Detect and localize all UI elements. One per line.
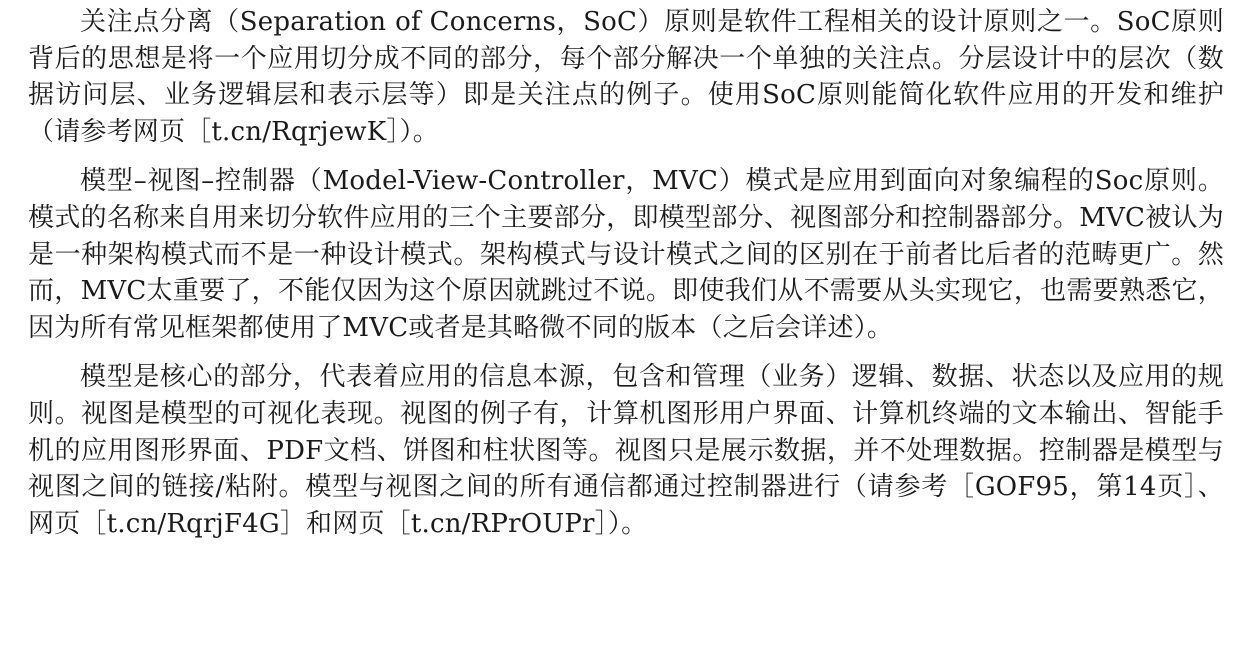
paragraph-soc: 关注点分离（Separation of Concerns，SoC）原则是软件工程相关的设计原则之一。SoC原则背后的思想是将一个应用切分成不同的部分，每个部分解决一个单独的关注点。分层设计中的层次（数据访问层、业务逻辑层和表示层等）即是关注点的例子。使用SoC原则能简化软件应用的开发和维护（请参考网页［t.cn/RqrjewK］）。 <box>28 7 1224 147</box>
paragraph-model-view-controller: 模型是核心的部分，代表着应用的信息本源，包含和管理（业务）逻辑、数据、状态以及应用的规则。视图是模型的可视化表现。视图的例子有，计算机图形用户界面、计算机终端的文本输出、智能手机的应用图形界面、PDF文档、饼图和柱状图等。视图只是展示数据，并不处理数据。控制器是模型与视图之间的链接/粘附。模型与视图之间的所有通信都通过控制器进行（请参考［GOF95，第14页］、网页［t.cn/RqrjF4G］和网页［t.cn/RPrOUPr］）。 <box>28 362 1224 539</box>
paragraph-mvc: 模型–视图–控制器（Model-View-Controller，MVC）模式是应用到面向对象编程的Soc原则。模式的名称来自用来切分软件应用的三个主要部分，即模型部分、视图部分和控制器部分。MVC被认为是一种架构模式而不是一种设计模式。架构模式与设计模式之间的区别在于前者比后者的范畴更广。然而，MVC太重要了，不能仅因为这个原因就跳过不说。即使我们从不需要从头实现它，也需要熟悉它，因为所有常见框架都使用了MVC或者是其略微不同的版本（之后会详述）。 <box>28 166 1224 343</box>
